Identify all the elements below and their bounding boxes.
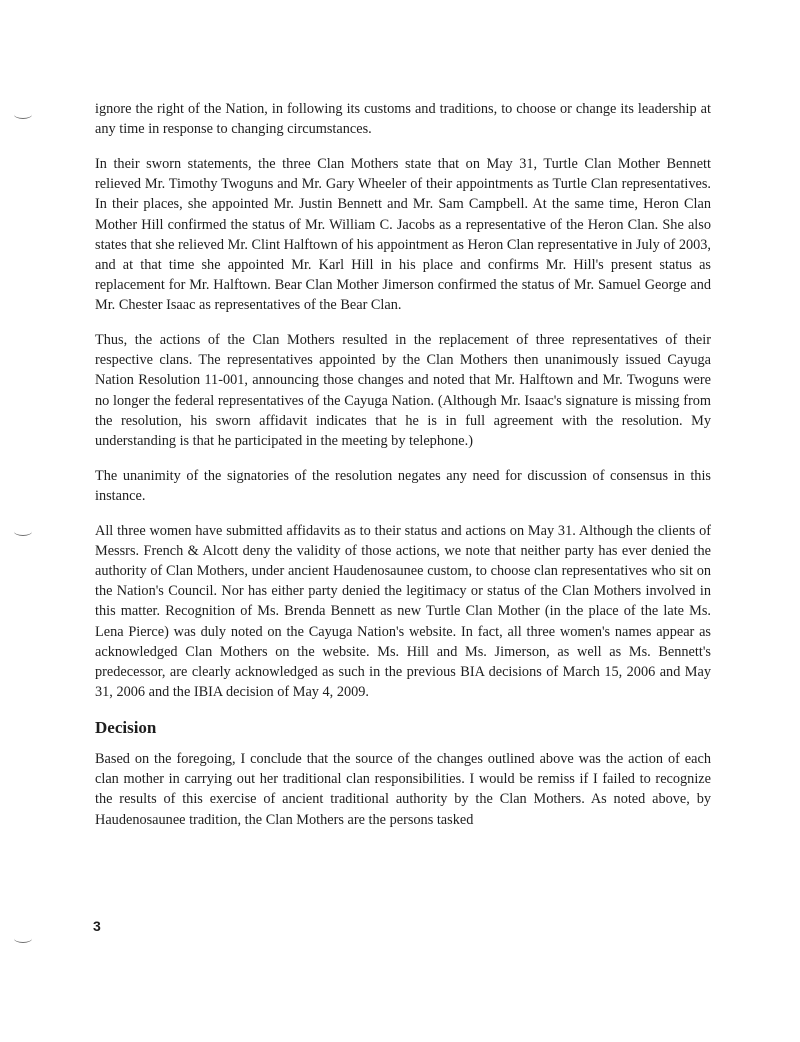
hole-punch-mark <box>14 110 32 119</box>
paragraph-replacement-actions: Thus, the actions of the Clan Mothers resulted in the replacement of three representatives of their respective clans. The representatives appointed by the Clan Mothers then unanimously issued Cayuga Nation Resolution 11-001, announcing those changes and noted that Mr. Halftown and Mr. Twoguns were no longer the federal representatives of the Cayuga Nation. (Although Mr. Isaac's signature is missing from the resolution, his sworn affidavit indicates that he is in full agreement with the resolution. My understanding is that he participated in the meeting by telephone.) <box>95 332 711 450</box>
document-body <box>95 99 711 844</box>
paragraph-unanimity: The unanimity of the signatories of the resolution negates any need for discussion of consensus in this instance. <box>95 467 711 504</box>
section-heading-decision: Decision <box>95 717 157 737</box>
paragraph-sworn-statements: In their sworn statements, the three Clan Mothers state that on May 31, Turtle Clan Mother Bennett relieved Mr. Timothy Twoguns and Mr. Gary Wheeler of their appointments as Turtle Clan representatives. In their places, she appointed Mr. Justin Bennett and Mr. Sam Campbell. At the same time, Heron Clan Mother Hill confirmed the status of Mr. William C. Jacobs as a representative of the Heron Clan. She also states that she relieved Mr. Clint Halftown of his appointment as Heron Clan representative in July of 2003, and at that time she appointed Mr. Karl Hill in his place and confirms Mr. Hill's present status as replacement for Mr. Halftown. Bear Clan Mother Jimerson confirmed the status of Mr. Samuel George and Mr. Chester Isaac as representatives of the Bear Clan. <box>95 155 711 314</box>
paragraph-continuation: ignore the right of the Nation, in following its customs and traditions, to choose or change its leadership at any time in response to changing circumstances. <box>95 101 711 138</box>
hole-punch-mark <box>14 934 32 943</box>
hole-punch-mark <box>14 527 32 536</box>
paragraph-affidavits: All three women have submitted affidavits as to their status and actions on May 31. Although the clients of Messrs. French & Alcott deny the validity of those actions, we note that neither party has ever denied the authority of Clan Mothers, under ancient Haudenosaunee custom, to choose clan representatives who sit on the Nation's Council. Nor has either party denied the legitimacy or status of the Clan Mothers involved in this matter. Recognition of Ms. Brenda Bennett as new Turtle Clan Mother (in the place of the late Ms. Lena Pierce) was duly noted on the Cayuga Nation's website. In fact, all three women's names appear as acknowledged Clan Mothers on the website. Ms. Hill and Ms. Jimerson, as well as Ms. Bennett's predecessor, are clearly acknowledged as such in the previous BIA decisions of March 15, 2006 and May 31, 2006 and the IBIA decision of May 4, 2009. <box>95 522 711 701</box>
paragraph-decision: Based on the foregoing, I conclude that the source of the changes outlined above was the action of each clan mother in carrying out her traditional clan responsibilities. I would be remiss if I failed to recognize the results of this exercise of ancient traditional authority by the Clan Mothers. As noted above, by Haudenosaunee tradition, the Clan Mothers are the persons tasked <box>95 750 711 828</box>
page-number: 3 <box>93 918 101 934</box>
